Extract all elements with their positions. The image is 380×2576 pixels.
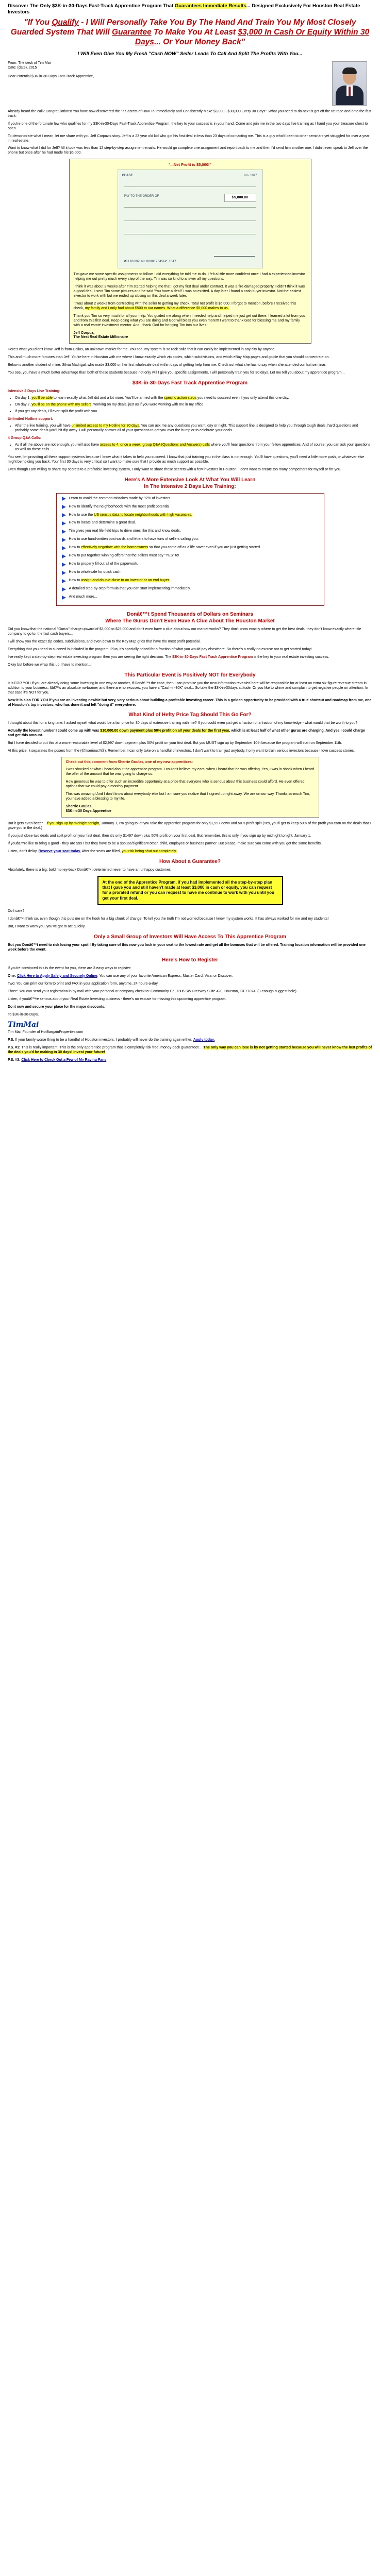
body-paragraph: But it gets even better... if you sign up by midnight tonight, January 1, I'm going to let you take the apprentice program for only $1,997 down and 50% profit split (Yes, you'll get to keep 50% of the profit you earn on the deals that I gave you in the deal.) [8, 821, 371, 830]
arrow-bullet-icon [62, 538, 66, 542]
headline-guarantee: Guarantee [112, 28, 152, 37]
top-line-part-b: ... Designed Exclusively For Houston Real Estate Investors [8, 3, 360, 15]
headline-part-d: ... Or Your Money Back" [154, 37, 245, 46]
arrow-bullet-icon [62, 497, 66, 501]
body-paragraph: Here's what you didn't know. Jeff is from Dallas, an unknown market for me. You see, my system is so rock solid that it can easily be implemented in any city by anyone. [8, 348, 276, 352]
sales-letter-page [8, 0, 372, 1063]
sub-headline: I Will Even Give You My Fresh "Cash NOW" Seller Leads To Call And Split The Profits With You... [77, 50, 303, 57]
testimonial-box-sherrie [61, 757, 319, 818]
list-item: • On day 1, you'll be able to learn exactly what Jeff did and a lot more. You'll be armed with the specific action steps you need to succeed even if you only attend this one day. [15, 396, 372, 401]
body-paragraph: Do I care? [8, 909, 25, 913]
body-paragraph: Okay but before we wrap this up I have to mention... [8, 663, 91, 667]
seminars-heading: Donâ€™t Spend Thousands of Dollars on Seminars Where The Gurus Don't Even Have A Clue About The Houston Market [105, 612, 275, 624]
lesson-item: How to identify the neighborhoods with the most profit potential. [62, 505, 319, 510]
body-paragraph: I thought about this for a long time. I asked myself what would be a fair price for 30 days of extensive training with me? If you could even just get a fraction of a fraction of my knowledge - what would that be worth to you? [8, 721, 358, 725]
body-paragraph: Do it now and secure your place for the major discounts. [8, 1005, 106, 1009]
hotline-list [8, 424, 372, 433]
arrow-bullet-icon [62, 505, 66, 509]
lesson-item: How to effectively negotiate with the homeowners so that you come off as a life saver even if you are just getting started. [62, 546, 319, 550]
lesson-item: And much more... [62, 595, 319, 600]
program-heading: $3K-in-30-Days Fast Track Apprentice Program [132, 380, 248, 386]
reserve-seat-link[interactable]: Reserve your seat today. [38, 849, 81, 853]
not-for-everyone-heading: This Particular Event is Positively NOT for Everybody [124, 672, 256, 678]
testimonial-paragraph: This was amazing! And I don't know about everybody else but I am sure you realize that I signed up right away. We are on our way. Thanks so much Tim, you have added a blessing to my life. [65, 792, 310, 801]
arrow-bullet-icon [62, 554, 66, 558]
small-group-heading: Only a Small Group of Investors Will Have Access To This Apprentice Program [94, 934, 286, 940]
headline-part-c: To Make You At Least [151, 28, 238, 37]
qa-label: 4 Group Q&A Calls: [8, 436, 42, 440]
lesson-item: How to wholesale for quick cash. [62, 570, 319, 575]
list-item: • If you get any deals, I'll even split the profit with you. [15, 410, 372, 414]
list-item: • As if all the above are not enough, you will also have access to 4, once a week, group Q&A (Questions and Answers) calls where you'll hear questions from your fellow apprentices. And of course, you can ask your questions as well on these calls. [15, 443, 372, 452]
headline-part-b: - I Will Personally Take You By The Hand And Train You My Most Closely Guarded System That Will [10, 18, 356, 37]
apply-online-link[interactable]: Click Here to Apply Safely and Securely Online [16, 974, 97, 978]
author-photo [332, 61, 367, 106]
body-paragraph: Everything that you need to succeed is included in the program. Plus, it's specially priced for a fraction of what you would pay elsewhere. So there's a really no excuse not to get started today! [8, 647, 312, 651]
body-paragraph: It is FOR YOU if you are already doing some investing in one way or another, if Donâ€™t the case, then I can promise you the new information revealed here will be responsible for at least an extra six-figure revenue stream in addition to your business. Itâ€™s an absolute no-brainer and there are no excuses, you have a "Cash-in-30K" deal... So take the $3K-in-30days attitude. Or you like to whine and complain to get negative people on attention. In that case it's NOT for you. [8, 681, 368, 694]
signature-image: TimMai [8, 1020, 39, 1029]
main-headline [8, 18, 372, 47]
check-signature-line [214, 256, 255, 257]
testimonial-author: Jeff Corpuz, [73, 331, 94, 335]
check-amount: $5,000.00 [224, 194, 256, 202]
lesson-item: How to locate and determine a great deal. [62, 521, 319, 526]
arrow-bullet-icon [62, 571, 66, 575]
intensive-list [8, 396, 372, 414]
lesson-item: Tim gives you real life field trips to drive ones like this and know deals. [62, 529, 319, 534]
arrow-bullet-icon [62, 546, 66, 550]
body-paragraph: Actually the lowest number I could come up with was $10,000.00 down payment plus 50% profit on all your deals for the first year, which is at least half of what other gurus are charging. And yes I could charge and get this amount. [8, 729, 365, 738]
check-number: No. 1047 [244, 174, 257, 177]
from-block [8, 61, 372, 106]
body-paragraph: Even though I am willing to share my secrets to a profitable investing system, I only want to share these secrets with a few investors in Houston. I don't want to create too many competitors for myself or for you. [8, 467, 341, 471]
from-line: From: The desk of Tim Mai [8, 61, 51, 65]
arrow-bullet-icon [62, 587, 66, 591]
body-paragraph: Below is another student of mine, Silvia Madrigal, who made $3,000 on her first wholesale deal within days of getting help from me. Check out what she has to say when she attended our last seminar: [8, 363, 326, 367]
arrow-bullet-icon [62, 530, 66, 534]
testimonial-author-title: $3K-in-30 Days Apprentice [65, 809, 111, 813]
check-micr: ⑆111000614⑆ 0000123456⑈ 1047 [124, 260, 176, 264]
body-paragraph: Listen, don't delay. Reserve your seat today. After the seats are filled, you risk being shut out completely. [8, 849, 177, 853]
lesson-item: How to use the US census data to locate neighborhoods with high vacancies. [62, 513, 319, 518]
body-paragraph: But I have decided to put this at a more reasonable level of $2,997 down payment plus 50% profit on your first deal. But you MUST sign up by September 10th because the program will start on September 11th. [8, 741, 342, 745]
top-line-part-a: Discover The Only $3K-in-30-Days Fast-Track Apprentice Program That [8, 3, 175, 9]
body-paragraph: Now it is also FOR YOU if you are an investing newbie but very, very serious about building a profitable investing career. This is a golden opportunity to be provided with a true shortcut and roadmap from me, one of Houston's top investors, who has done it and left "doing it" everywhere. [8, 698, 372, 707]
intro-paragraph: Already heard the call? Congratulations! You have now discovered the "7 Secrets of How To Immediately and Consistently Make $3,000 - $30,000 Every 30 Days". What you need to do next is get off the rat race and onto the fast track. [8, 109, 372, 118]
testimonial-paragraph: It was about 2 weeks from contracting with the seller to getting my check. Total net profit is $5,000. I forgot to mention, before I received this check, my family and I only had about $500 to our names. What a difference $5,000 makes to us. [73, 301, 296, 310]
body-paragraph: If you're convinced this is the event for you, there are 3 easy ways to register: [8, 966, 131, 970]
body-paragraph: You see, you have a much better advantage than both of these students because not only will I give you specific assignments, I will personally train you for 30 days. Let me tell you about my apprentice program... [8, 371, 345, 375]
arrow-bullet-icon [62, 513, 66, 517]
check-image [118, 170, 263, 268]
body-paragraph: To $3K-in-30-Days, [8, 1012, 39, 1016]
intensive-label: Intensive 2 Days Live Training: [8, 389, 61, 394]
headline-part-a: "If You [24, 18, 52, 27]
lesson-item: Learn to avoid the common mistakes made by 97% of investors. [62, 497, 319, 501]
arrow-bullet-icon [62, 579, 66, 583]
body-paragraph: Did you know that the national "Gurus" charge upward of $3,000 to $25,000 and don't even have a clue about how our market works? They don't know exactly where to get the best deals, they don't know exactly where title company to go to, the fast cash buyers... [8, 628, 361, 636]
lesson-item: How to use hand-written post-cards and letters to have tons of sellers calling you. [62, 537, 319, 542]
ps-one: P.S. If your family worse thing to be a handful of Houston investors. I probably will never do the training again either. Apply today. [8, 1038, 215, 1042]
body-paragraph: But, I want to warn you, you've got to act quickly... [8, 925, 88, 929]
list-item: • On day 2, you'll be on the phone with my sellers, working on my deals, just as if you were working with me in my office. [15, 403, 372, 408]
check-pay-label: PAY TO THE ORDER OF [124, 194, 159, 198]
top-line [8, 3, 372, 15]
testimonial-box-jeff [69, 159, 311, 344]
arrow-bullet-icon [62, 596, 66, 600]
testimonial-paragraph: I was shocked at what I heard about the apprentice program. I couldn't believe my ears, when I heard that he was offering. Yes, I was in shock when I heard the offer of the amount that he was going to charge us. [65, 768, 315, 776]
testimonial-highlight: my family and I only had about $500 to our names. What a difference $5,000 makes to us. [85, 306, 229, 310]
testimonial-author: Sherrie Goulas, [65, 804, 93, 808]
body-paragraph: Listen, if youâ€™re serious about your Real Estate Investing business - there's no excuse for missing this upcoming apprentice program. [8, 997, 226, 1001]
headline-qualify: Qualify [52, 18, 79, 27]
register-heading: Here's How to Register [161, 957, 219, 963]
body-paragraph: If youâ€™re like to bring a good - they are $997 but they have to be a spouse/significant other, child, employee or business partner. But please, make sure you come with you get the same benefits. [8, 841, 322, 845]
intro-paragraph: To demonstrate what I mean, let me share with you Jeff Corpuz's story. Jeff is a 23 year old kid who got his first deal in less than 23 days of contacting me. This is a guy who'd been to other seminars yet struggled for over a year in real estate. [8, 134, 370, 143]
body-paragraph: I've really kept a step-by-step real estate investing program then you are seeing the right decision. The $3K-in-30-Days Fast Track Apprentice Program is the key to your real estate investing success. [8, 655, 329, 659]
signature-line: Tim Mai, Founder of HotBargainProperties.com [8, 1030, 84, 1035]
check-bank: CHASE [122, 174, 133, 177]
guarantee-box: At the end of the Apprentice Program, if you had implemented all the step-by-step plan that I gave you and still haven't made at least $3,000 in cash or equity, you can request for a prorated refund or you can request to have me continue to work with you until you get your first deal. [97, 876, 283, 906]
list-item: • After the live training, you will have unlimited access to my Hotline for 30 days. You can ask me any questions you want, day or night. This support line is designed to help you through tough deals, hard questions and probably some deals you'll hit dip away. I will personally answer all of your questions to get you over the hump or to celebrate your deals. [15, 424, 372, 433]
lesson-item: How to properly fill out all of the paperwork. [62, 562, 319, 567]
body-paragraph: But you Donâ€™t need to risk losing your spot!! By taking care of this now you lock in your seat to the lowest rate and get all the bonuses that will be offered. Training location information will be provided one week before the event. [8, 943, 366, 952]
body-paragraph: If you just close two deals and split profit on your first deal, then it's only $1497 down plus 50% profit on your first deal. But remember, this is only if you sign up by midnight tonight, January 1. [8, 834, 311, 838]
body-paragraph: I donâ€™t think so, even though this puts me on the hook for a big chunk of change. To tell you the truth I'm not worried because I know my system works. It has always worked for me and my students! [8, 917, 329, 921]
testimonial-paragraph: How generous he was to offer such an incredible opportunity at a price that everyone who is serious about this business could afford. He even offered options that we could pay a monthly payment. [65, 780, 305, 789]
lesson-item: A detailed step-by-step formula that you can start implementing immediately. [62, 587, 319, 591]
greeting: Dear Potential $3K-in-30-Days Fast-Track Apprentice, [8, 74, 94, 78]
headline-amount: $3,000 In Cash Or Equity Within 30 Days [135, 28, 370, 46]
body-paragraph: This and much more fortunes than Jeff. You're here in Houston with me where I know exactly which zip codes, which subdivisions, and which eBay Map pages and goldie that you should concentrate on. [8, 355, 330, 360]
price-heading: What Kind of Hefty Price Tag Should This Go For? [128, 712, 252, 718]
lessons-heading: Here's A More Extensive Look At What You Will Learn In The Intensive 2 Days Live Training: [124, 477, 256, 489]
testimonial-paragraph: I think it was about 3 weeks after Tim started helping me that I got my first deal under contract. It was a fire damaged property. I didn't think it was a good deal, I sent Tim some pictures and he said 'You have a deal!' I was so excited. A day later I found a cash buyer investor. Not the easiest investor to work with but we ended up closing on this deal a week later. [73, 284, 305, 298]
qa-list [8, 443, 372, 452]
arrow-bullet-icon [62, 563, 66, 567]
body-paragraph: You see, I'm providing all these support systems because I know what it takes to help you succeed. I know that just training you in the class is not enough. You'll have questions, you'll need a little more push, or whatever else might be holding you back. Your first 30 days is very critical so I want to make sure that I provide as much support as possible. [8, 455, 365, 464]
ps-three: P.S. #3: Click Here to Check Out a Few of My Raving Fans [8, 1058, 107, 1062]
ps-two: P.S. #1: This is really important. This is the only apprentice program that is completely risk free, money-back guarantee!!... The only way you can lose is by not getting started because you will never know the lost profits of the deals you'd be making in 30 days! Invest your future! [8, 1046, 372, 1055]
body-paragraph: I will show you the exact zip codes, subdivisions, and even down to the Key Map grids that have the most profit potential. [8, 639, 201, 643]
lesson-item: How to assign and double-close to an investor or an end buyer. [62, 579, 319, 583]
lesson-item: How to put together winning offers that the sellers must say "YES" to! [62, 554, 319, 558]
testimonial-title: "...Net Profit is $5,000!" [169, 162, 211, 167]
intro-paragraph: Want to know what I did for Jeff? All it took was less than 12 step-by-step assignment emails. He would go complete one assignment and report back to me and then I'd send him another one. I didn't even speak to Jeff over the phone but once after he had made his $5,000. [8, 146, 368, 155]
intro-paragraph: If you're one of the fortunate few who qualifies for my $3K-in-30-Days Fast-Track Apprentice Program, the key to your success is in your hand. Come and join me in the two days live training as I hand you your treasure chest to open. [8, 122, 368, 130]
guarantee-heading: How About a Guarantee? [159, 858, 221, 865]
date-line: Date: (date), 2015 [8, 65, 37, 70]
testimonial-title: Check out this comment from Sherrie Goulas, one of my new apprentices: [65, 760, 193, 765]
register-option-one: One: Click Here to Apply Safely and Securely Online. You can use any of your favorite American Express, Master Card, Visa, or Discover. [8, 974, 233, 978]
register-option-three: Three: You can send your registration in by mail with your personal or company check to: Community EZ, 7306 SW Freeway Suite 420, Houston, TX 77074. (3 enough suggest hole). [8, 989, 298, 993]
lessons-box [56, 493, 324, 606]
body-paragraph: Absolutely, there is a big, bold money-back Donâ€™t determined never to have an unhappy customer: [8, 868, 171, 872]
arrow-bullet-icon [62, 521, 66, 526]
from-text [8, 61, 94, 82]
hotline-label: Unlimited Hotline support: [8, 417, 53, 421]
raving-fans-link[interactable]: Click Here to Check Out a Few of My Raving Fans [21, 1058, 107, 1062]
body-paragraph: At this price, it separates the posers from the (@#serious#@). Remember, I can only take on a handful of investors. I don't want to train just anybody. I only want to train serious investors because I love success stories. [8, 749, 355, 753]
register-option-two: Two: You can print our form to print and FAX in your application form, anytime, 24 hours-a-day. [8, 981, 159, 986]
testimonial-paragraph: Tim gave me some specific assignments to follow. I did everything he told me to do. I felt a little more confident once I had a experienced investor helping me out pretty much every step of the way. Tim was so kind to answer all my questions. [73, 272, 305, 281]
testimonial-author-title: The Next Real Estate Millionaire [73, 335, 128, 340]
testimonial-paragraph: Thank you Tim so very much for all your help. You guided me along when I needed help and helped me just get out there. I learned a lot from you and from this first deal. Keep doing what you are doing and God will bless you even more!!! I want to thank God for blessing me and my family with a real estate investment mentor. And I thank God for bringing Tim into our lives. [73, 314, 305, 327]
apply-today-link[interactable]: Apply today. [193, 1038, 215, 1042]
top-line-highlight: Guarantees Immediate Results [174, 3, 246, 9]
